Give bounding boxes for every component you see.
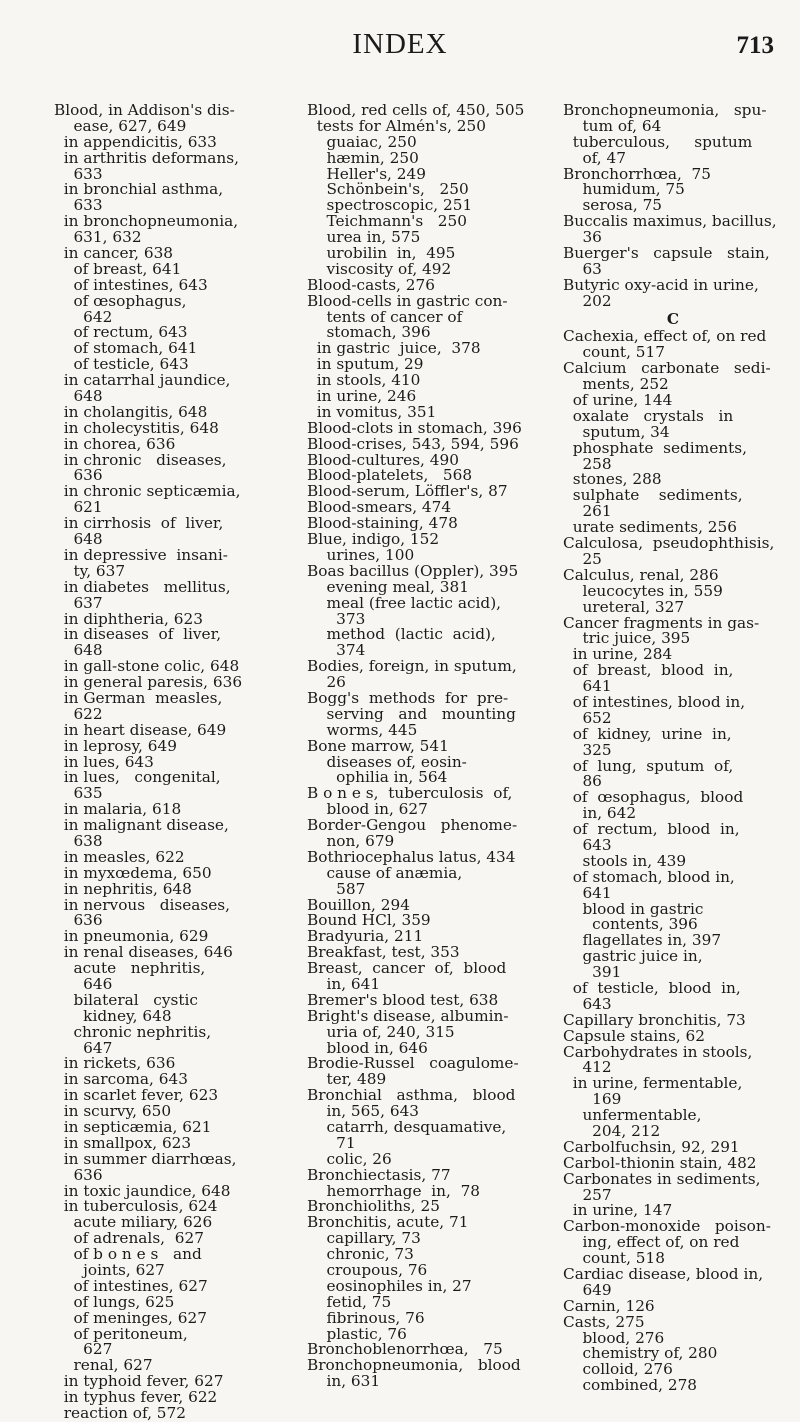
index-line: urate sediments, 256 [563,520,737,537]
index-line: 649 [563,1282,612,1299]
index-line: of intestines, 627 [54,1278,208,1295]
index-line: colloid, 276 [563,1362,673,1379]
index-line: Bone marrow, 541 [307,738,449,755]
index-line: unfermentable, [563,1108,702,1124]
index-line: Blood-platelets, 568 [307,468,473,485]
index-line: worms, 445 [307,722,418,739]
index-line: in leprosy, 649 [54,738,177,755]
index-line: Breakfast, test, 353 [307,945,460,962]
index-line: non, 679 [307,833,395,850]
index-line: of, 47 [563,150,626,167]
index-line: 258 [563,456,612,473]
index-line: Bodies, foreign, in sputum, [307,659,517,676]
index-line: in, 641 [307,976,381,993]
index-line: Capillary bronchitis, 73 [563,1012,746,1029]
index-line: in chronic septicæmia, [54,484,241,501]
index-line: in cholangitis, 648 [54,404,208,421]
index-line: Blood-smears, 474 [307,500,452,517]
index-line: ter, 489 [307,1072,387,1089]
index-line: blood in, 627 [307,802,428,819]
index-line: in nephritis, 648 [54,881,192,898]
index-line: of urine, 144 [563,393,673,409]
index-line: serosa, 75 [563,198,663,215]
index-line: 636 [54,468,103,485]
index-line: urines, 100 [307,547,415,564]
index-line: sputum, 34 [563,424,670,441]
index-line: 631, 632 [54,230,142,247]
index-line: Border-Gengou phenome- [307,818,518,834]
index-line: Brodie-Russel coagulome- [307,1056,519,1073]
index-line: urobilin in, 495 [307,246,456,262]
index-line: 635 [54,786,103,803]
index-line: blood in, 646 [307,1040,428,1057]
index-line: in urine, 284 [563,647,673,664]
index-line: serving and mounting [307,706,516,723]
index-line: Calculosa, pseudophthisis, [563,536,775,552]
index-line: sulphate sediments, [563,488,743,505]
index-line: ureteral, 327 [563,599,685,616]
index-line: of b o n e s and [54,1247,202,1264]
index-line: Bronchiectasis, 77 [307,1167,451,1184]
index-line: Bronchopneumonia, blood [307,1358,521,1375]
index-line: in urine, 246 [307,389,417,405]
index-line: 647 [54,1040,113,1057]
index-line: of rectum, blood in, [563,822,740,838]
index-line: meal (free lactic acid), [307,595,502,612]
index-line: Cancer fragments in gas- [563,615,760,632]
index-line: 648 [54,643,103,660]
index-line: oxalate crystals in [563,408,734,425]
index-line: in cirrhosis of liver, [54,516,224,533]
index-line: acute nephritis, [54,961,206,977]
index-line: ophilia in, 564 [307,770,448,787]
index-line: blood, 276 [563,1330,665,1347]
index-line: 374 [307,643,366,660]
index-line: eosinophiles in, 27 [307,1278,472,1295]
index-line: in summer diarrhœas, [54,1151,237,1168]
index-line: 641 [563,679,612,695]
index-line: in general paresis, 636 [54,675,243,691]
index-line: spectroscopic, 251 [307,198,473,215]
index-line: Bronchitis, acute, 71 [307,1215,469,1232]
index-line: in lues, congenital, [54,770,221,787]
index-line: Butyric oxy-acid in urine, [563,277,759,294]
index-line: 373 [307,611,366,628]
index-line: 638 [54,833,103,850]
index-line: Blood-cultures, 490 [307,452,459,469]
index-line: Breast, cancer of, blood [307,961,507,977]
index-line: Blood, red cells of, 450, 505 [307,103,525,119]
index-line: phosphate sediments, [563,440,747,457]
index-line: stomach, 396 [307,325,431,342]
index-line: acute miliary, 626 [54,1215,213,1232]
index-line: 325 [563,742,612,759]
index-line: Blood-crises, 543, 594, 596 [307,436,519,453]
index-line: in chronic diseases, [54,452,227,469]
index-line: of stomach, blood in, [563,869,735,886]
index-line: in diseases of liver, [54,627,222,644]
index-line: of testicle, 643 [54,357,189,374]
index-column-3 [563,103,783,1394]
index-line: in, 642 [563,806,637,823]
index-line: Calculus, renal, 286 [563,567,719,584]
index-line: ing, effect of, on red [563,1235,740,1252]
index-line: colic, 26 [307,1151,392,1168]
index-line: Teichmann's 250 [307,214,467,231]
index-line: contents, 396 [563,917,698,934]
index-line: blood in gastric [563,901,704,918]
index-line: in appendicitis, 633 [54,134,217,151]
index-line: in scurvy, 650 [54,1104,172,1120]
index-line: 652 [563,710,612,727]
index-line: Bronchial asthma, blood [307,1088,516,1105]
index-line: of œsophagus, blood [563,790,744,807]
index-line: of meninges, 627 [54,1310,207,1327]
index-line: diseases of, eosin- [307,754,467,771]
index-line: Blue, indigo, 152 [307,532,440,548]
index-line: Bradyuria, 211 [307,929,424,946]
index-line: in chorea, 636 [54,436,176,453]
index-line: in malignant disease, [54,818,229,834]
index-line: Blood-cells in gastric con- [307,293,508,310]
index-line: tum of, 64 [563,118,662,135]
index-line: of stomach, 641 [54,341,198,358]
index-line: of lungs, 625 [54,1294,175,1311]
index-line: chronic nephritis, [54,1024,212,1041]
index-line: in sarcoma, 643 [54,1072,188,1089]
index-line: hemorrhage in, 78 [307,1183,481,1200]
index-line: in scarlet fever, 623 [54,1088,219,1105]
index-line: in smallpox, 623 [54,1135,192,1152]
index-line: hæmin, 250 [307,150,419,167]
index-line: plastic, 76 [307,1326,407,1343]
index-line: in depressive insani- [54,547,228,564]
index-line: method (lactic acid), [307,627,496,644]
index-line: Blood-casts, 276 [307,277,435,294]
index-line: 261 [563,504,612,521]
page-title: INDEX [352,28,448,60]
index-line: of peritoneum, [54,1326,188,1343]
index-line: Bronchoblenorrhœa, 75 [307,1342,503,1359]
index-column-1 [54,103,286,1422]
index-line: bilateral cystic [54,992,198,1009]
section-letter: C [666,311,680,328]
index-line: joints, 627 [54,1263,165,1279]
index-line: capillary, 73 [307,1231,421,1248]
index-line: in toxic jaundice, 648 [54,1183,231,1200]
index-line: tric juice, 395 [563,631,691,648]
index-line: of adrenals, 627 [54,1231,204,1248]
index-line: chronic, 73 [307,1247,414,1264]
index-line: 621 [54,500,103,517]
index-line: Bronchioliths, 25 [307,1199,440,1216]
index-line: in cholecystitis, 648 [54,420,219,437]
index-line: 412 [563,1060,612,1077]
index-line: in nervous diseases, [54,897,231,914]
index-line: in measles, 622 [54,849,185,866]
index-line: Heller's, 249 [307,166,426,183]
index-line: in rickets, 636 [54,1056,176,1073]
index-line: 202 [563,293,612,310]
index-line: 25 [563,551,602,568]
index-line: 642 [54,309,113,326]
index-line: of kidney, urine in, [563,726,732,743]
index-line: reaction of, 572 [54,1406,186,1422]
index-line: gastric juice in, [563,949,703,966]
index-line: Buccalis maximus, bacillus, [563,214,777,231]
index-line: 257 [563,1187,612,1204]
index-line: urea in, 575 [307,230,421,247]
index-line: of breast, blood in, [563,663,734,680]
index-line: of breast, 641 [54,261,182,278]
index-line: in renal diseases, 646 [54,945,233,962]
page-header [0,28,800,68]
index-line: in sputum, 29 [307,357,424,374]
index-line: humidum, 75 [563,182,685,199]
index-line: in myxœdema, 650 [54,865,212,882]
index-line: leucocytes in, 559 [563,583,723,600]
index-line: Bound HCl, 359 [307,913,431,930]
index-line: 643 [563,996,612,1013]
index-line: 636 [54,913,103,930]
index-line: Carbon-monoxide poison- [563,1219,771,1236]
index-line: in septicæmia, 621 [54,1120,212,1136]
index-line: 26 [307,675,346,691]
index-line: fetid, 75 [307,1294,392,1311]
index-line: Boas bacillus (Oppler), 395 [307,563,519,580]
index-line: 587 [307,881,366,898]
index-line: cause of anæmia, [307,865,463,882]
index-line: Carbol-thionin stain, 482 [563,1155,757,1172]
index-line: count, 518 [563,1251,665,1268]
index-line: in, 631 [307,1374,381,1391]
index-line: evening meal, 381 [307,579,469,596]
index-line: 63 [563,261,602,278]
index-line: Bogg's methods for pre- [307,690,509,707]
index-line: Carnin, 126 [563,1298,655,1315]
index-line: in heart disease, 649 [54,722,227,739]
index-line: in gastric juice, 378 [307,341,481,358]
index-line: Cardiac disease, blood in, [563,1267,764,1283]
index-line: in diabetes mellitus, [54,579,231,596]
index-line: 633 [54,166,103,183]
index-line: 204, 212 [563,1124,661,1140]
index-line: of testicle, blood in, [563,980,741,997]
index-line: B o n e s, tuberculosis of, [307,786,513,803]
index-line: in German measles, [54,690,223,707]
index-line: in catarrhal jaundice, [54,373,231,390]
index-line: in diphtheria, 623 [54,611,203,628]
index-line: Bremer's blood test, 638 [307,992,499,1009]
index-line: Schönbein's, 250 [307,182,469,199]
index-line: Capsule stains, 62 [563,1028,706,1045]
index-line: in bronchopneumonia, [54,214,239,231]
index-line: Carbonates in sediments, [563,1171,761,1188]
index-line: in gall-stone colic, 648 [54,659,240,676]
index-line: Blood-staining, 478 [307,516,458,533]
index-line: in vomitus, 351 [307,404,437,421]
index-line: in typhus fever, 622 [54,1390,218,1407]
index-line: 648 [54,532,103,548]
index-line: Bothriocephalus latus, 434 [307,849,516,866]
index-line: Carbohydrates in stools, [563,1044,753,1061]
index-line: stools in, 439 [563,853,687,870]
index-line: in typhoid fever, 627 [54,1374,224,1391]
index-line: ments, 252 [563,377,669,394]
index-line: Buerger's capsule stain, [563,246,770,262]
index-line: tuberculous, sputum [563,134,753,151]
index-line: Bouillon, 294 [307,897,410,914]
index-line: 71 [307,1135,356,1152]
index-line: flagellates in, 397 [563,933,722,950]
index-line: 633 [54,198,103,215]
index-line: croupous, 76 [307,1263,428,1279]
index-line: 391 [563,965,622,981]
index-line: Cachexia, effect of, on red [563,329,767,346]
index-line: in arthritis deformans, [54,150,239,167]
index-line: in pneumonia, 629 [54,929,209,946]
index-line: of intestines, 643 [54,277,208,294]
index-line: viscosity of, 492 [307,261,452,278]
index-column-2 [307,103,541,1390]
index-line: 641 [563,885,612,902]
index-line: chemistry of, 280 [563,1346,718,1363]
index-line: guaiac, 250 [307,134,417,151]
index-line: 646 [54,976,113,993]
index-line: in tuberculosis, 624 [54,1199,218,1216]
index-line: Blood-serum, Löffler's, 87 [307,484,508,501]
index-line: uria of, 240, 315 [307,1024,455,1041]
index-line: of intestines, blood in, [563,694,746,711]
index-line: 648 [54,389,103,405]
index-line: catarrh, desquamative, [307,1120,507,1136]
index-line: of rectum, 643 [54,325,188,342]
index-line: tents of cancer of [307,309,463,326]
index-line: combined, 278 [563,1378,698,1395]
index-line: 636 [54,1167,103,1184]
index-line: 36 [563,230,602,247]
index-line: 627 [54,1342,113,1359]
index-line: 643 [563,837,612,854]
index-line: Calcium carbonate sedi- [563,361,771,378]
index-line: in cancer, 638 [54,246,174,262]
index-line: tests for Almén's, 250 [307,118,487,135]
index-line: Bronchopneumonia, spu- [563,103,767,119]
index-line: 169 [563,1092,622,1109]
index-line: kidney, 648 [54,1008,172,1025]
index-line: in, 565, 643 [307,1104,420,1120]
page-number: 713 [736,32,774,59]
index-line: fibrinous, 76 [307,1310,425,1327]
index-line: 622 [54,706,103,723]
index-line: count, 517 [563,345,665,362]
index-line: Casts, 275 [563,1314,645,1331]
index-line: ty, 637 [54,563,126,580]
index-line: 86 [563,774,602,791]
index-line: Blood, in Addison's dis- [54,103,235,119]
index-line: Blood-clots in stomach, 396 [307,420,522,437]
index-line: in urine, 147 [563,1203,673,1220]
index-line: Bright's disease, albumin- [307,1008,509,1025]
index-line: Bronchorrhœa, 75 [563,166,712,183]
index-line: of œsophagus, [54,293,187,310]
index-line: in lues, 643 [54,754,154,771]
index-line: stones, 288 [563,472,662,489]
index-line: Carbolfuchsin, 92, 291 [563,1139,740,1156]
index-line: in malaria, 618 [54,802,182,819]
index-line: ease, 627, 649 [54,118,187,135]
index-line: in stools, 410 [307,373,421,390]
index-line: renal, 627 [54,1358,153,1375]
index-line: in bronchial asthma, [54,182,224,199]
index-line: of lung, sputum of, [563,758,734,775]
index-line: in urine, fermentable, [563,1076,743,1093]
index-line: 637 [54,595,103,612]
